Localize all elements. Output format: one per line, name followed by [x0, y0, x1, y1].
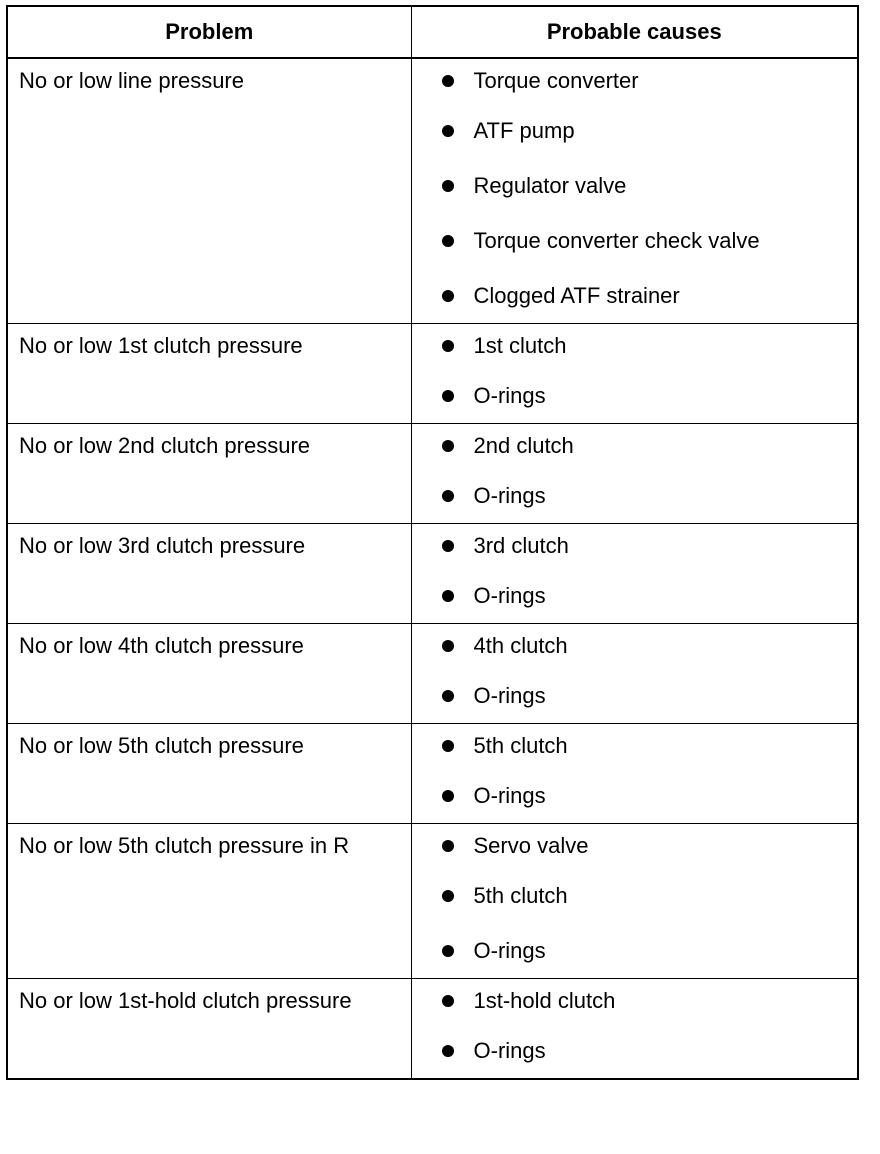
table-row	[7, 824, 858, 979]
cause-item	[442, 979, 858, 1023]
cause-text: 1st clutch	[473, 333, 567, 358]
cause-item	[442, 824, 858, 868]
cause-item	[442, 424, 858, 468]
bullet-icon	[442, 995, 454, 1007]
cause-text: O-rings	[473, 937, 546, 963]
bullet-icon	[442, 945, 454, 957]
causes-cell	[411, 324, 858, 424]
problem-cell	[7, 824, 411, 979]
cause-item	[442, 103, 858, 158]
causes-list	[442, 824, 858, 978]
bullet-icon	[442, 740, 454, 752]
cause-item	[442, 768, 858, 823]
cause-item	[442, 724, 858, 768]
problem-text: No or low 1st-hold clutch pressure	[19, 988, 352, 1013]
cause-text: 5th clutch	[473, 882, 568, 908]
problem-text: No or low 3rd clutch pressure	[19, 533, 306, 558]
cause-text: O-rings	[473, 482, 546, 508]
header-row	[7, 6, 858, 58]
bullet-icon	[442, 235, 454, 247]
bullet-icon	[442, 180, 454, 192]
problem-cell	[7, 58, 411, 324]
cause-item	[442, 624, 858, 668]
cause-text: O-rings	[473, 1037, 546, 1063]
causes-cell	[411, 824, 858, 979]
cause-item	[442, 213, 858, 268]
cause-text: Servo valve	[473, 833, 589, 858]
cause-text: Regulator valve	[473, 172, 627, 198]
causes-list	[442, 59, 858, 323]
problem-text: No or low 5th clutch pressure	[19, 733, 304, 758]
bullet-icon	[442, 890, 454, 902]
causes-cell	[411, 524, 858, 624]
causes-cell	[411, 624, 858, 724]
cause-text: 5th clutch	[473, 733, 568, 758]
troubleshooting-table	[6, 5, 859, 1080]
cause-item	[442, 524, 858, 568]
header-probable-causes: Probable causes	[411, 6, 858, 58]
causes-cell	[411, 979, 858, 1080]
table-body	[7, 58, 858, 1079]
cause-item	[442, 59, 858, 103]
cause-item	[442, 268, 858, 323]
bullet-icon	[442, 1045, 454, 1057]
cause-item	[442, 668, 858, 723]
causes-list	[442, 724, 858, 823]
table-row	[7, 524, 858, 624]
cause-item	[442, 468, 858, 523]
problem-cell	[7, 624, 411, 724]
bullet-icon	[442, 75, 454, 87]
causes-cell	[411, 724, 858, 824]
header-problem: Problem	[7, 6, 411, 58]
bullet-icon	[442, 440, 454, 452]
bullet-icon	[442, 540, 454, 552]
causes-cell	[411, 424, 858, 524]
cause-text: Torque converter	[473, 68, 639, 93]
table-row	[7, 424, 858, 524]
bullet-icon	[442, 840, 454, 852]
table-row	[7, 324, 858, 424]
cause-item	[442, 368, 858, 423]
cause-text: Torque converter check valve	[473, 227, 760, 253]
causes-cell	[411, 58, 858, 324]
problem-cell	[7, 324, 411, 424]
causes-list	[442, 524, 858, 623]
cause-item	[442, 568, 858, 623]
cause-text: 4th clutch	[473, 633, 568, 658]
table-row	[7, 624, 858, 724]
table-row	[7, 58, 858, 324]
table-row	[7, 979, 858, 1080]
problem-cell	[7, 979, 411, 1080]
cause-text: 1st-hold clutch	[473, 988, 616, 1013]
causes-list	[442, 979, 858, 1078]
bullet-icon	[442, 790, 454, 802]
cause-item	[442, 158, 858, 213]
cause-text: O-rings	[473, 582, 546, 608]
causes-list	[442, 624, 858, 723]
cause-text: 3rd clutch	[473, 533, 569, 558]
cause-item	[442, 1023, 858, 1078]
problem-text: No or low 4th clutch pressure	[19, 633, 304, 658]
problem-text: No or low line pressure	[19, 68, 244, 93]
problem-text: No or low 2nd clutch pressure	[19, 433, 311, 458]
bullet-icon	[442, 690, 454, 702]
bullet-icon	[442, 590, 454, 602]
problem-cell	[7, 424, 411, 524]
cause-text: O-rings	[473, 382, 546, 408]
cause-item	[442, 868, 858, 923]
cause-text: Clogged ATF strainer	[473, 282, 680, 308]
problem-cell	[7, 724, 411, 824]
cause-item	[442, 923, 858, 978]
bullet-icon	[442, 390, 454, 402]
table-row	[7, 724, 858, 824]
problem-cell	[7, 524, 411, 624]
bullet-icon	[442, 640, 454, 652]
cause-text: ATF pump	[473, 117, 575, 143]
problem-text: No or low 5th clutch pressure in R	[19, 833, 350, 858]
bullet-icon	[442, 290, 454, 302]
bullet-icon	[442, 125, 454, 137]
cause-text: 2nd clutch	[473, 433, 574, 458]
bullet-icon	[442, 490, 454, 502]
cause-text: O-rings	[473, 782, 546, 808]
bullet-icon	[442, 340, 454, 352]
problem-text: No or low 1st clutch pressure	[19, 333, 303, 358]
causes-list	[442, 324, 858, 423]
cause-text: O-rings	[473, 682, 546, 708]
causes-list	[442, 424, 858, 523]
cause-item	[442, 324, 858, 368]
